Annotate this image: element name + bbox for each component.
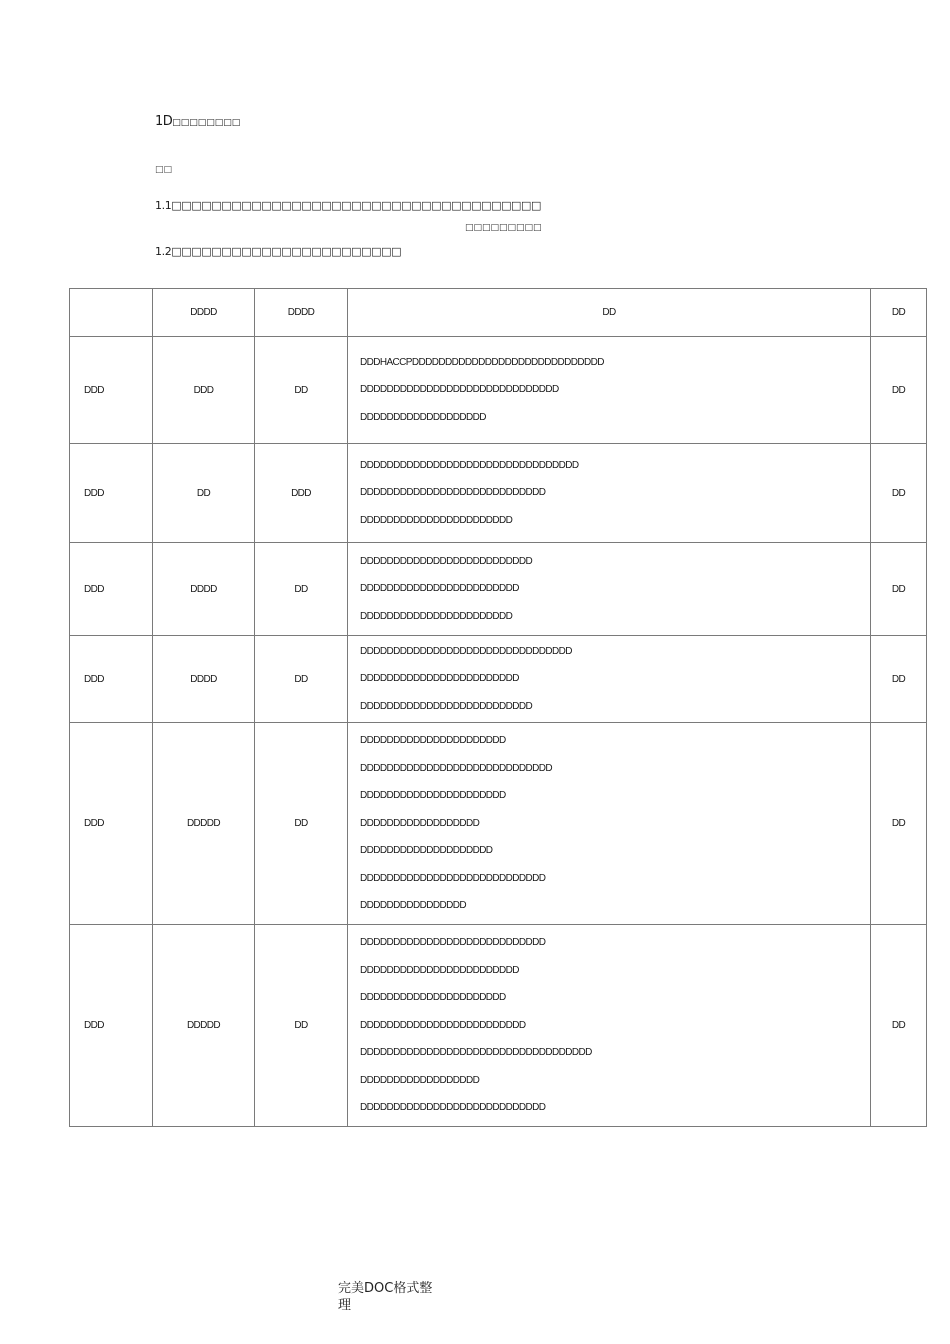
table-cell: DDD xyxy=(153,337,255,444)
table-cell: DD xyxy=(871,723,927,925)
table-cell: DD xyxy=(255,543,348,636)
description-line: DDDDDDDDDDDDDDDDDDD xyxy=(360,411,486,423)
table-cell: DD xyxy=(871,337,927,444)
description-cell xyxy=(348,543,871,636)
header-cell: DDDD xyxy=(255,289,348,337)
paragraph-1-2: 1.2□□□□□□□□□□□□□□□□□□□□□□□ xyxy=(155,245,402,258)
description-line: DDDDDDDDDDDDDDDDDD xyxy=(360,817,480,829)
table-cell: DD xyxy=(871,543,927,636)
table-cell: DD xyxy=(871,444,927,543)
table-cell: DDD xyxy=(70,543,153,636)
description-line: DDDDDDDDDDDDDDDDDDDDDDDDDDDDD xyxy=(360,762,553,774)
description-line: DDDDDDDDDDDDDDDDDDDD xyxy=(360,845,493,857)
table-cell: DDD xyxy=(70,723,153,925)
description-line: DDDDDDDDDDDDDDDDDD xyxy=(360,1074,480,1086)
description-line: DDDDDDDDDDDDDDDDDDDDDDD xyxy=(360,514,513,526)
footer-line-1: 完美DOC格式整 xyxy=(338,1281,433,1296)
table-row xyxy=(70,925,927,1127)
description-line: DDDDDDDDDDDDDDDDDDDDDDDDDD xyxy=(360,700,533,712)
table-cell: DDD xyxy=(255,444,348,543)
header-cell xyxy=(70,289,153,337)
section-label: □□ xyxy=(155,165,173,175)
description-line: DDDDDDDDDDDDDDDDDDDDDDDD xyxy=(360,583,519,595)
table-cell: DD xyxy=(255,636,348,723)
description-line: DDDDDDDDDDDDDDDDDDDDDDDDDDDDDDDD xyxy=(360,645,572,657)
description-line: DDDDDDDDDDDDDDDDDDDDDD xyxy=(360,992,506,1004)
paragraph-1-1-continuation: □□□□□□□□□ xyxy=(465,223,542,233)
document-heading xyxy=(155,114,240,129)
table-header-row xyxy=(70,289,927,337)
description-line: DDDDDDDDDDDDDDDDDDDDDDDDDDDD xyxy=(360,936,546,948)
description-line: DDDDDDDDDDDDDDDDDDDDDDD xyxy=(360,610,513,622)
heading-text: □□□□□□□□ xyxy=(172,118,241,128)
description-line: DDDDDDDDDDDDDDDDDDDDDDDDDDDD xyxy=(360,1102,546,1114)
table-cell: DDDDD xyxy=(153,925,255,1127)
description-line: DDDDDDDDDDDDDDDDDDDDDDDDDDDDDDDDD xyxy=(360,459,579,471)
description-line: DDDDDDDDDDDDDDDDDDDDDDDDDDDDDD xyxy=(360,384,559,396)
table-cell: DDD xyxy=(70,337,153,444)
description-line: DDDDDDDDDDDDDDDDDDDDDDDDDDDD xyxy=(360,487,546,499)
table-cell: DDD xyxy=(70,444,153,543)
table-cell: DDDD xyxy=(153,543,255,636)
description-line: DDDDDDDDDDDDDDDDDDDDDDDDD xyxy=(360,1019,526,1031)
table-cell: DD xyxy=(871,925,927,1127)
description-line: DDDDDDDDDDDDDDDDDDDDDDDD xyxy=(360,673,519,685)
description-line: DDDDDDDDDDDDDDDDDDDDDDDDDDDDDDDDDDD xyxy=(360,1047,592,1059)
description-cell xyxy=(348,337,871,444)
description-line: DDDDDDDDDDDDDDDDDDDDDD xyxy=(360,734,506,746)
table-row xyxy=(70,723,927,925)
table-row xyxy=(70,543,927,636)
table-row xyxy=(70,337,927,444)
table-row xyxy=(70,444,927,543)
table-cell: DD xyxy=(255,925,348,1127)
paragraph-1-1: 1.1□□□□□□□□□□□□□□□□□□□□□□□□□□□□□□□□□□□□□ xyxy=(155,199,542,212)
description-line: DDDDDDDDDDDDDDDDDDDDDD xyxy=(360,790,506,802)
table-cell: DDDDD xyxy=(153,723,255,925)
description-cell xyxy=(348,723,871,925)
header-cell: DD xyxy=(348,289,871,337)
description-cell xyxy=(348,444,871,543)
description-line: DDDDDDDDDDDDDDDD xyxy=(360,900,466,912)
description-cell xyxy=(348,636,871,723)
table-cell: DD xyxy=(255,723,348,925)
table-cell: DD xyxy=(153,444,255,543)
table-cell: DD xyxy=(871,636,927,723)
table-cell: DD xyxy=(255,337,348,444)
description-line: DDDDDDDDDDDDDDDDDDDDDDDD xyxy=(360,964,519,976)
data-table xyxy=(69,288,927,1127)
description-line: DDDDDDDDDDDDDDDDDDDDDDDDDDDD xyxy=(360,872,546,884)
footer-line-2: 理 xyxy=(338,1298,352,1313)
header-cell: DD xyxy=(871,289,927,337)
table-cell: DDD xyxy=(70,636,153,723)
heading-number: 1D xyxy=(155,114,173,129)
footer-text xyxy=(338,1280,458,1314)
description-cell xyxy=(348,925,871,1127)
description-line: DDDDDDDDDDDDDDDDDDDDDDDDDD xyxy=(360,555,533,567)
table-cell: DDD xyxy=(70,925,153,1127)
table-row xyxy=(70,636,927,723)
table-cell: DDDD xyxy=(153,636,255,723)
header-cell: DDDD xyxy=(153,289,255,337)
description-line: DDDHACCPDDDDDDDDDDDDDDDDDDDDDDDDDDDDD xyxy=(360,356,604,368)
